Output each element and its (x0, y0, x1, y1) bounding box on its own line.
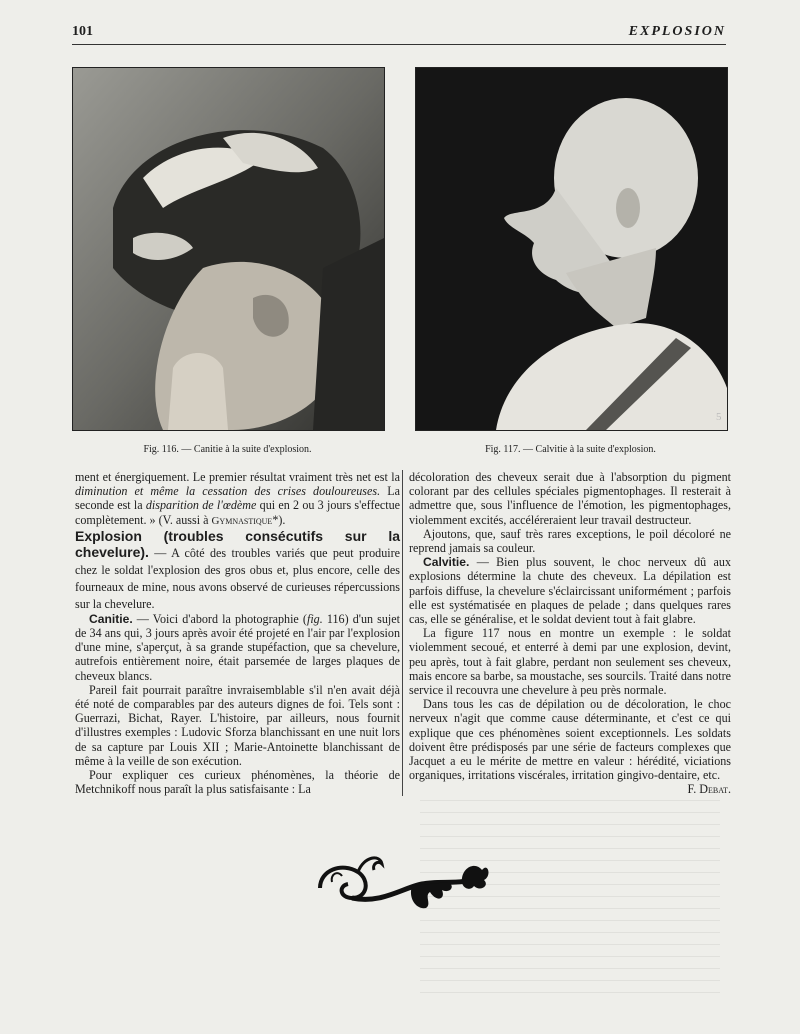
plate-mark: 5 (716, 411, 722, 423)
left-column (75, 470, 400, 796)
run-in-heading: Calvitie. (423, 555, 470, 570)
section-heading (75, 528, 400, 612)
vine-ornament-icon (312, 848, 492, 920)
paragraph: La figure 117 nous en montre un exemple : le soldat violemment secoué, et enterré à demi par une explosion, devint, peu après, tout à fait glabre, perdant non seulement ses cheveux, mais encore sa barbe, sa moustache, ses sourcils. Traité dans notre service il recouvra une chevelure à peu près normale. (409, 626, 731, 698)
paragraph: Pour expliquer ces curieux phénomènes, la théorie de Metchnikoff nous paraît la plus satisfaisante : La (75, 768, 400, 797)
text-run: 116) d'un sujet de 34 ans qui, 3 jours après avoir été projeté en l'air par l'explosion d'une mine, s'aperçut, à sa grande stupéfaction, que sa chevelure, autrefois entièrement noire, était parsemée de larges plaques de cheveux blancs. (75, 611, 401, 683)
paragraph (75, 470, 400, 528)
author-signature: F. Debat. (687, 782, 731, 797)
emphasis: fig. (306, 611, 323, 626)
text-run: qui en 2 ou 3 jours s'effectue complètement. » (V. aussi à (75, 498, 400, 527)
bald-soldier-profile-photo (416, 68, 727, 430)
text-run: — Bien plus souvent, le choc nerveux dû aux explosions détermine la chute des cheveux. La dépilation est parfois diffuse, la chevelure s'éclaircissant uniformément ; parfois elle est systématisée en plaques de pelade ; dans quelques rares cas, elle se généralise, et le soldat devient tout à fait glabre. (409, 555, 731, 627)
emphasis: diminution et même la cessation des crises douloureuses. (75, 484, 381, 499)
column-divider (402, 470, 403, 796)
paragraph: décoloration des cheveux serait due à l'absorption du pigment colorant par des cellules spéciales pigmentophages. Il resterait à admettre que, sous l'influence de l'émotion, les pigmentophages, violemment excités, accéléreraient leur travail destructeur. (409, 470, 731, 527)
running-head: EXPLOSION (628, 24, 726, 39)
paragraph (75, 612, 400, 683)
page-header (72, 22, 726, 45)
figure-117-photo (415, 67, 728, 431)
figure-116-caption: Fig. 116. — Canitie à la suite d'explosion. (143, 444, 312, 455)
text-run: — A côté des troubles variés que peut produire chez le soldat l'explosion des gros obus et, plus encore, celle des fourneaux de mine, nous avons observé de curieuses répercussions sur la chevelure. (75, 545, 400, 611)
text-run: La seconde est la (75, 484, 400, 513)
cross-reference: Gymnastique (211, 514, 273, 527)
paragraph: Dans tous les cas de dépilation ou de décoloration, le choc nerveux n'agit que comme cause déterminante, et c'est ce qui explique que ces phénomènes soient exceptionnels. Les soldats doivent être prédisposés par une série de facteurs complexes que Jacquet a eu le mérite de mettre en valeur : hérédité, viciations organiques, irritations viscérales, irritation gingivo-dentaire, etc. (409, 697, 731, 783)
figure-116-photo (72, 67, 385, 431)
text-run: — Voici d'abord la photographie ( (132, 611, 307, 626)
figure-117-caption: Fig. 117. — Calvitie à la suite d'explosion. (485, 444, 656, 455)
right-column (409, 470, 731, 797)
run-in-heading: Canitie. (89, 611, 133, 626)
page-number: 101 (72, 24, 93, 39)
text-run: ment et énergiquement. Le premier résultat vraiment très net est la (75, 470, 400, 484)
emphasis: disparition de l'œdème (145, 498, 257, 513)
paragraph: Ajoutons, que, sauf très rares exceptions, le poil décoloré ne reprend jamais sa couleur. (409, 526, 731, 556)
section-title: Explosion (troubles consécutifs sur la chevelure). (75, 527, 400, 560)
paragraph (409, 555, 731, 626)
paragraph: Pareil fait pourrait paraître invraisemblable s'il n'en avait déjà été noté de comparables par des auteurs dignes de foi. Tels sont : Guerrazi, Bichat, Rayer. L'histoire, par ailleurs, nous fournit d'illustres exemples : Ludovic Sforza blanchissant en une nuit lors de sa capture par Louis XII ; Marie-Antoinette blanchissant de même à la veille de son exécution. (75, 682, 400, 768)
text-run: *). (272, 512, 286, 527)
man-head-white-patches-photo (73, 68, 384, 430)
